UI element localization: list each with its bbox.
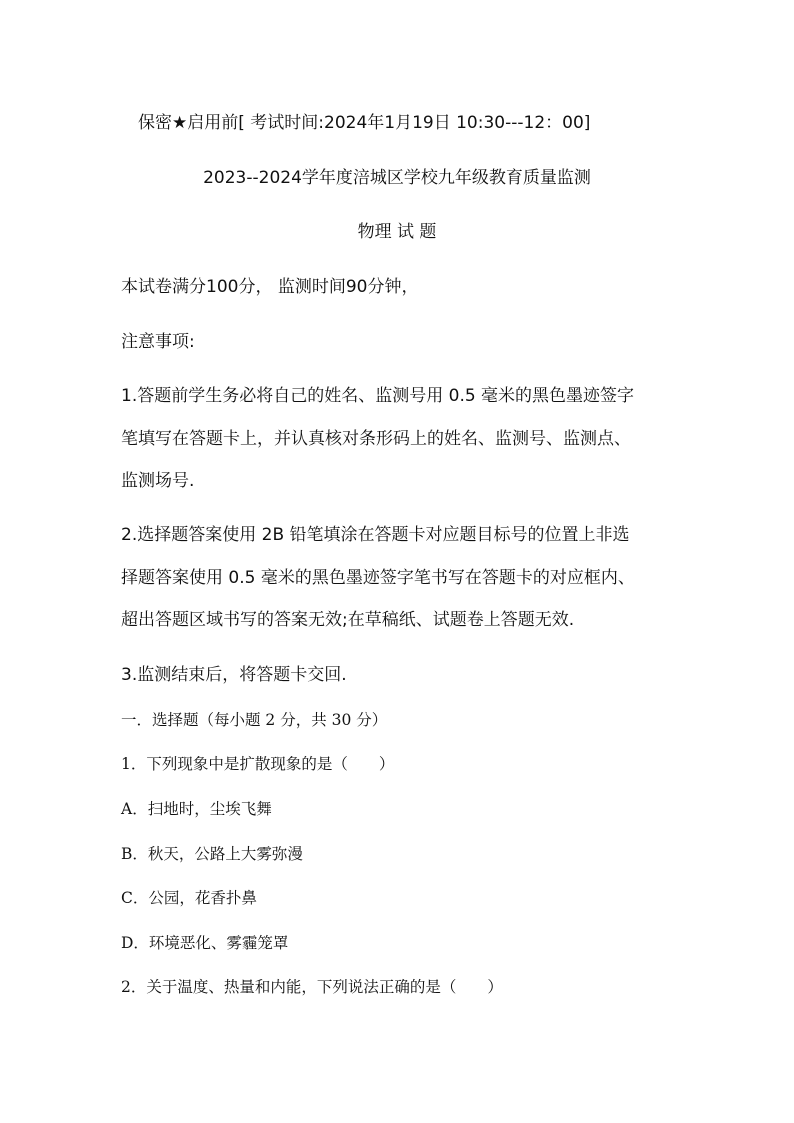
subject-title: 物理 试 题 (357, 222, 437, 242)
notice-heading: 注意事项: (121, 332, 195, 352)
question-2-stem: 2．关于温度、热量和内能，下列说法正确的是（ ） (121, 978, 503, 996)
question-1-option-a: A．扫地时，尘埃飞舞 (121, 800, 272, 818)
question-1-option-b: B．秋天，公路上大雾弥漫 (121, 845, 303, 863)
question-1-option-d: D．环境恶化、雾霾笼罩 (121, 934, 289, 952)
notice-2-line-1: 2.选择题答案使用 2B 铅笔填涂在答题卡对应题目标号的位置上非选 (121, 525, 630, 545)
question-1-stem: 1．下列现象中是扩散现象的是（ ） (121, 755, 395, 773)
notice-2-line-3: 超出答题区域书写的答案无效;在草稿纸、试题卷上答题无效. (121, 610, 575, 630)
notice-1-line-2: 笔填写在答题卡上，并认真核对条形码上的姓名、监测号、监测点、 (121, 429, 631, 449)
notice-1-line-3: 监测场号. (121, 471, 195, 491)
notice-3-line-1: 3.监测结束后，将答题卡交回. (121, 665, 347, 685)
full-score-info: 本试卷满分100分， 监测时间90分钟， (121, 277, 419, 297)
notice-1-line-1: 1.答题前学生务必将自己的姓名、监测号用 0.5 毫米的黑色墨迹签字 (121, 386, 635, 406)
notice-2-line-2: 择题答案使用 0.5 毫米的黑色墨迹签字笔书写在答题卡的对应框内、 (121, 568, 635, 588)
exam-title: 2023--2024学年度涪城区学校九年级教育质量监测 (203, 168, 591, 188)
section-heading: 一．选择题（每小题 2 分，共 30 分） (121, 711, 388, 729)
confidential-line: 保密★启用前[ 考试时间:2024年1月19日 10:30---12：00] (138, 113, 591, 133)
question-1-option-c: C．公园，花香扑鼻 (121, 889, 257, 907)
